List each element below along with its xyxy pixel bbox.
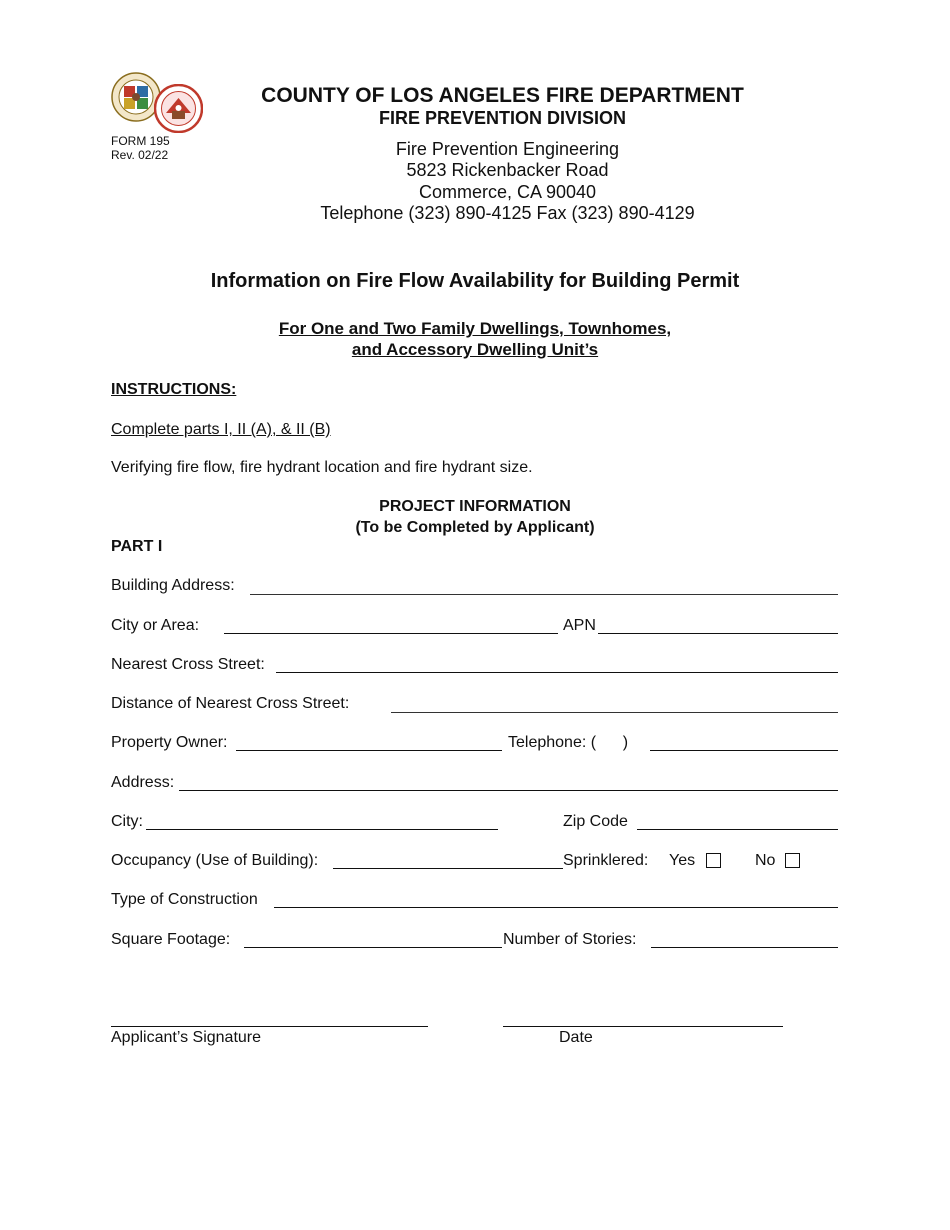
number-of-stories-field[interactable] [651,947,838,948]
telephone-field[interactable] [650,750,838,751]
building-address-label: Building Address: [111,577,235,594]
office-name: Fire Prevention Engineering [395,139,620,159]
square-footage-label: Square Footage: [111,931,231,948]
date-label: Date [559,1029,593,1046]
zip-code-field[interactable] [637,829,838,830]
city-label: City: [111,813,143,830]
sprinklered-no-checkbox[interactable] [785,853,800,868]
project-info-subheading: (To be Completed by Applicant) [355,519,595,536]
city-or-area-label: City or Area: [111,617,200,634]
nearest-cross-street-field[interactable] [276,672,838,673]
apn-field[interactable] [598,633,838,634]
subtitle-line2: and Accessory Dwelling Unit’s [351,340,599,359]
number-of-stories-label: Number of Stories: [503,931,637,948]
nearest-cross-street-label: Nearest Cross Street: [111,656,265,673]
building-address-field[interactable] [250,594,838,595]
office-city: Commerce, CA 90040 [418,182,597,202]
type-of-construction-field[interactable] [274,907,838,908]
apn-label: APN [563,617,596,634]
distance-cross-street-field[interactable] [391,712,838,713]
telephone-label: Telephone: ( ) [508,734,629,751]
occupancy-field[interactable] [333,868,563,869]
sprinklered-yes-checkbox[interactable] [706,853,721,868]
part-label: PART I [111,538,163,555]
department-name: COUNTY OF LOS ANGELES FIRE DEPARTMENT [261,84,744,107]
page-title: Information on Fire Flow Availability for Building Permit [210,270,740,292]
subtitle-line1: For One and Two Family Dwellings, Townhomes, [278,319,672,338]
square-footage-field[interactable] [244,947,502,948]
city-or-area-field[interactable] [224,633,558,634]
zip-code-label: Zip Code [563,813,628,830]
property-owner-field[interactable] [236,750,502,751]
division-name: FIRE PREVENTION DIVISION [378,108,627,128]
form-number: FORM 195 [111,134,170,148]
applicant-signature-label: Applicant’s Signature [111,1029,262,1046]
address-field[interactable] [179,790,838,791]
sprinklered-no-label: No [755,852,776,869]
office-street: 5823 Rickenbacker Road [406,160,609,180]
project-info-heading: PROJECT INFORMATION [379,498,571,515]
sprinklered-yes-label: Yes [669,852,696,869]
instructions-step: Complete parts I, II (A), & II (B) [111,421,331,438]
office-phone-fax: Telephone (323) 890-4125 Fax (323) 890-4129 [320,203,695,223]
date-field[interactable] [503,1026,783,1027]
city-field[interactable] [146,829,498,830]
occupancy-label: Occupancy (Use of Building): [111,852,319,869]
applicant-signature-field[interactable] [111,1026,428,1027]
revision-date: Rev. 02/22 [111,148,169,162]
property-owner-label: Property Owner: [111,734,228,751]
address-label: Address: [111,774,175,791]
sprinklered-label: Sprinklered: [563,852,649,869]
instructions-heading: INSTRUCTIONS: [111,381,237,398]
distance-cross-street-label: Distance of Nearest Cross Street: [111,695,350,712]
type-of-construction-label: Type of Construction [111,891,258,908]
instructions-description: Verifying fire flow, fire hydrant location and fire hydrant size. [111,459,533,476]
